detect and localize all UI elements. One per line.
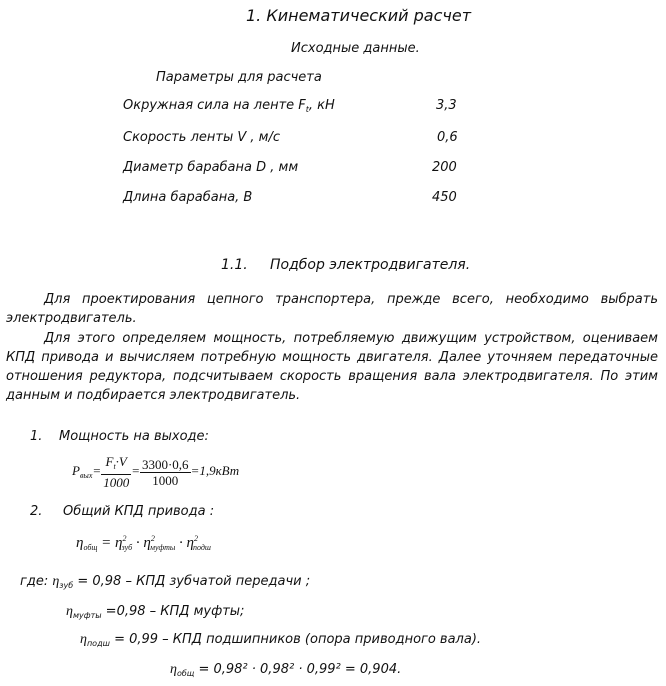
paragraph-2: Для этого определяем мощность, потребляемую движущим устройством, оцениваем КПД привода и вычисляем потребную мощность двигателя. Далее уточняем передаточные отношения редуктора, подсчитываем скорость вращения вала электродвигателя. По этим данным и подбирается электродвигатель. xyxy=(6,331,658,403)
subsection-number: 1.1. xyxy=(221,257,248,273)
where-line-3: $\eta_{подш} = 0,99$ – КПД подшипников (опора приводного вала). xyxy=(80,632,482,648)
input-data-heading: Исходные данные. xyxy=(291,41,420,56)
item-1-text: Мощность на выходе: xyxy=(59,429,209,444)
paragraph-1: Для проектирования цепного транспортера, прежде всего, необходимо выбрать электродвигатель. xyxy=(6,292,658,326)
formula-lhs: $P_{вых}$ xyxy=(72,462,93,480)
final-efficiency: $\eta_{общ} = 0,98^2 \cdot 0,98^2 \cdot 0,99^2 = 0,904$. xyxy=(170,662,402,678)
fraction-symbolic: $\frac{F_t\cdot V}{1000}$ xyxy=(103,454,130,490)
params-heading: Параметры для расчета xyxy=(156,70,322,85)
subsection-title: Подбор электродвигателя. xyxy=(270,257,471,273)
param-label: Окружная сила на ленте $F_t$, кН xyxy=(123,98,335,114)
param-label: Диаметр барабана D , мм xyxy=(123,160,299,175)
param-value: 450 xyxy=(432,190,457,205)
section-title: 1. Кинематический расчет xyxy=(246,6,472,25)
param-value: 3,3 xyxy=(436,98,457,113)
power-formula: $P_{вых}=$ $\frac{F_t\cdot V}{1000}$ = $\frac{3300\cdot 0,6}{1000}$ =1,9кВт xyxy=(72,454,240,490)
efficiency-formula: $\eta_{общ} = \eta^2_{зуб} \cdot \eta^2_{муфты} \cdot \eta^2_{подш}$ xyxy=(76,534,211,552)
item-1-number: 1. xyxy=(30,429,43,444)
fraction-numeric: $\frac{3300\cdot 0,6}{1000}$ xyxy=(141,456,189,488)
item-2-number: 2. xyxy=(30,504,43,519)
param-label: Длина барабана, В xyxy=(123,190,253,205)
item-2-text: Общий КПД привода : xyxy=(63,504,215,519)
param-label: Скорость ленты V , м/с xyxy=(123,130,281,145)
where-line-1: где: $\eta_{зуб} = 0,98$ – КПД зубчатой передачи ; xyxy=(20,574,311,590)
where-line-2: $\eta_{муфты} =0,98$ – КПД муфты; xyxy=(66,604,245,620)
param-value: 0,6 xyxy=(437,130,458,145)
param-value: 200 xyxy=(432,160,457,175)
